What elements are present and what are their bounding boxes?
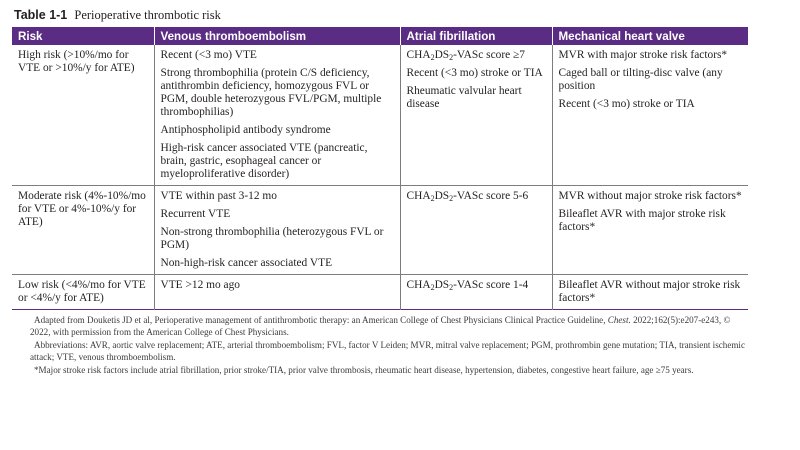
vte-item: VTE within past 3-12 mo [160, 190, 277, 202]
af-cell [400, 186, 552, 275]
vte-item: Recent (<3 mo) VTE [160, 49, 257, 61]
vte-item: Antiphospholipid antibody syndrome [160, 124, 331, 136]
cha2ds2-vasc-score: $CHA_2DS_2$-VASc score ≥7 [406, 49, 525, 62]
vte-cell [154, 45, 400, 186]
af-item: Recent (<3 mo) stroke or TIA [406, 67, 543, 79]
mhv-cell [552, 45, 748, 186]
risk-cell: Moderate risk (4%-10%/mo for VTE or 4%-10%/y for ATE) [18, 190, 146, 228]
header-vte: Venous thromboembolism [154, 27, 400, 45]
vte-cell [154, 275, 400, 310]
table-notes [30, 315, 750, 377]
risk-cell: High risk (>10%/mo for VTE or >10%/y for ATE) [18, 49, 135, 74]
af-cell [400, 45, 552, 186]
vte-item: Recurrent VTE [160, 208, 231, 220]
vte-item: Strong thrombophilia (protein C/S deficiency, antithrombin deficiency, homozygous FVL or PGM, double heterozygous FVL/PGM, multiple thrombophilias) [160, 67, 382, 118]
table-row [12, 275, 748, 310]
mhv-item: MVR without major stroke risk factors* [558, 190, 742, 202]
mhv-item: Bileaflet AVR with major stroke risk factors* [558, 208, 726, 233]
header-risk: Risk [12, 27, 154, 45]
header-af: Atrial fibrillation [400, 27, 552, 45]
footnote: *Major stroke risk factors include atrial fibrillation, prior stroke/TIA, prior valve thrombosis, rheumatic heart disease, hypertension, diabetes, congestive heart failure, age ≥75 years. [34, 365, 694, 375]
vte-cell [154, 186, 400, 275]
mhv-item: MVR with major stroke risk factors* [558, 49, 728, 61]
mhv-cell [552, 186, 748, 275]
mhv-item: Caged ball or tilting-disc valve (any position [558, 67, 723, 92]
cha2ds2-vasc-score: $CHA_2DS_2$-VASc score 5-6 [406, 190, 529, 203]
thrombotic-risk-table [12, 27, 748, 310]
risk-cell: Low risk (<4%/mo for VTE or <4%/y for ATE) [18, 279, 146, 304]
header-row [12, 27, 748, 45]
vte-item: Non-high-risk cancer associated VTE [160, 257, 333, 269]
af-cell [400, 275, 552, 310]
vte-item: High-risk cancer associated VTE (pancreatic, brain, gastric, esophageal cancer or myeloproliferative disorder) [160, 142, 368, 180]
mhv-item: Recent (<3 mo) stroke or TIA [558, 98, 695, 110]
source-note: Adapted from Douketis JD et al, Perioperative management of antithrombotic therapy: an American College of Chest Physicians Clinical Practice Guideline, Chest. 2022;162(5):e207-e243, © 2022, with permission from the American College of Chest Physicians. [30, 315, 731, 337]
vte-item: VTE >12 mo ago [160, 279, 241, 291]
table-number: Table 1-1 [14, 8, 68, 22]
cha2ds2-vasc-score: $CHA_2DS_2$-VASc score 1-4 [406, 279, 529, 292]
mhv-cell [552, 275, 748, 310]
table-caption [14, 8, 748, 23]
table-title: Perioperative thrombotic risk [74, 8, 221, 22]
table-figure [12, 8, 748, 379]
mhv-item: Bileaflet AVR without major stroke risk factors* [558, 279, 741, 304]
vte-item: Non-strong thrombophilia (heterozygous FVL or PGM) [160, 226, 384, 251]
abbreviations-note: Abbreviations: AVR, aortic valve replacement; ATE, arterial thromboembolism; FVL, factor V Leiden; MVR, mitral valve replacement; PGM, prothrombin gene mutation; TIA, transient ischemic attack; VTE, venous thromboembolism. [30, 340, 745, 362]
table-row [12, 186, 748, 275]
af-item: Rheumatic valvular heart disease [406, 85, 522, 110]
table-row [12, 45, 748, 186]
header-mhv: Mechanical heart valve [552, 27, 748, 45]
